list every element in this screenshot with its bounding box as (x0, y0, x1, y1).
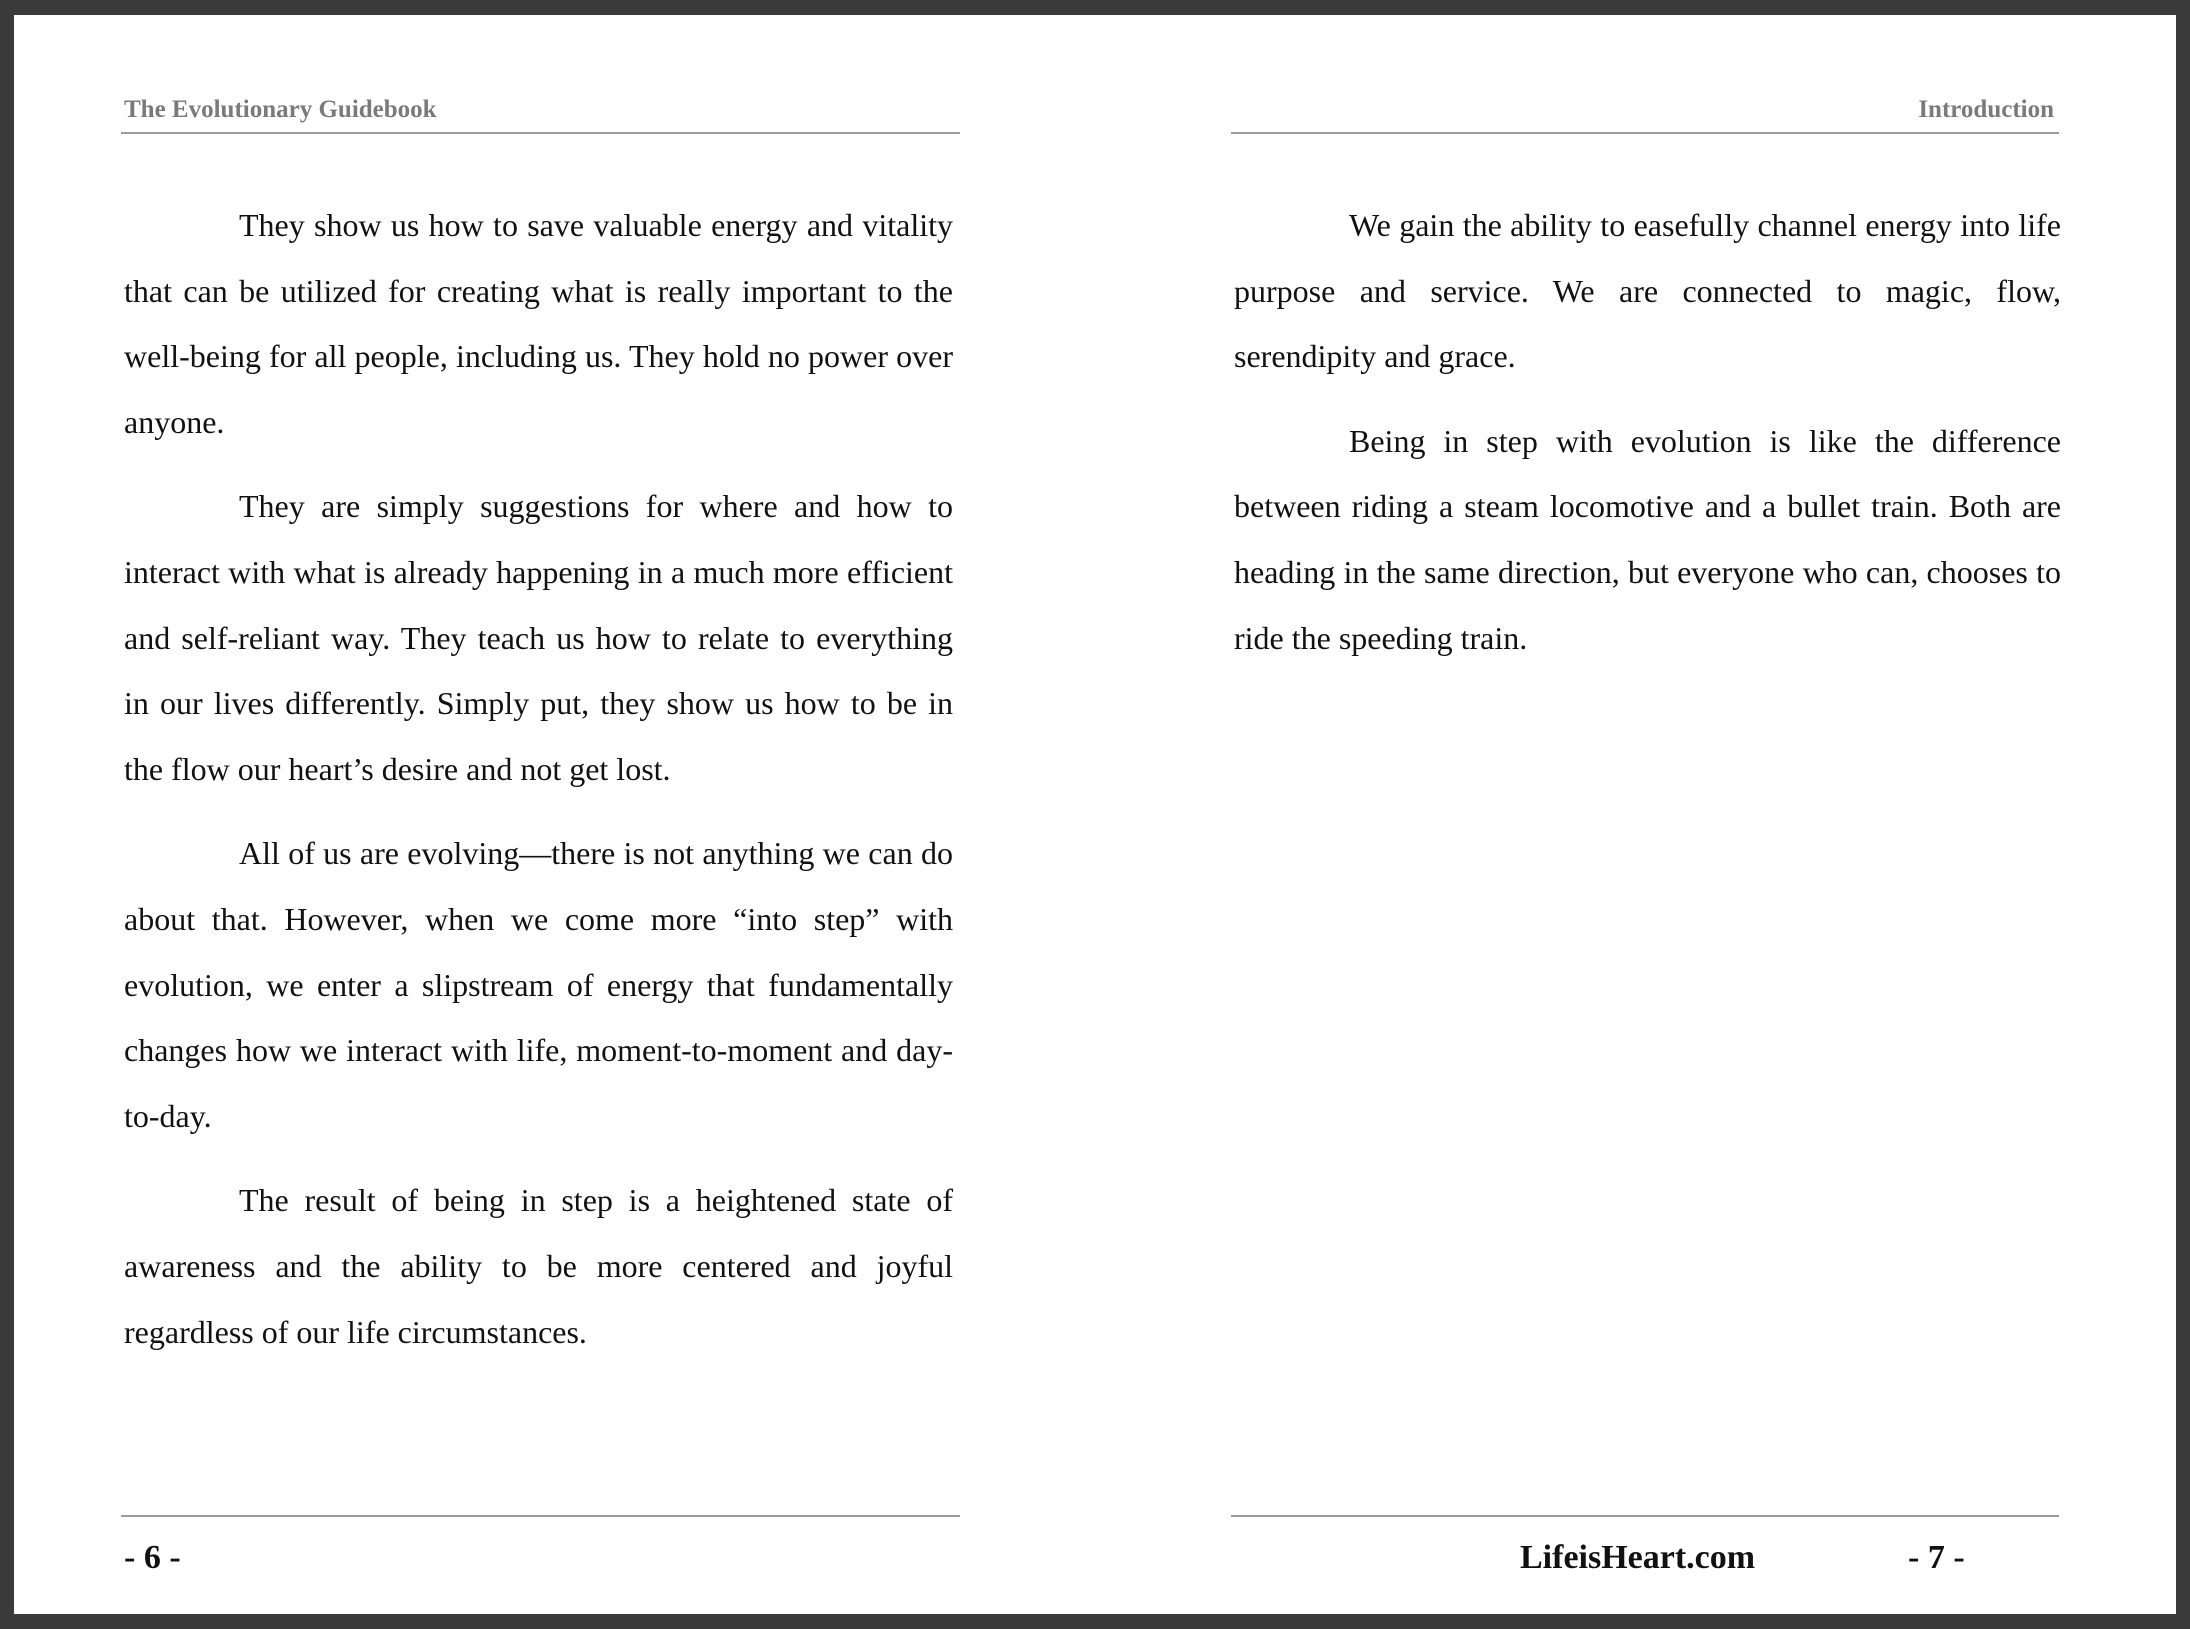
website-footer: LifeisHeart.com (1520, 1539, 1756, 1576)
left-running-header: The Evolutionary Guidebook (124, 96, 437, 123)
left-paragraph: They are simply suggestions for where and how to interact with what is already happening in a much more efficient and self-reliant way. They teach us how to relate to everything in our lives differently. Simply put, they show us how to be in the flow our heart’s desire and not get lost. (124, 488, 953, 787)
right-footer-rule (1231, 1515, 2059, 1517)
right-paragraph: We gain the ability to easefully channel energy into life purpose and service. We are connected to magic, flow, serendipity and grace. (1234, 207, 2061, 375)
left-paragraph: They show us how to save valuable energy and vitality that can be utilized for creating what is really important to the well-being for all people, including us. They hold no power over anyone. (124, 207, 953, 440)
right-paragraph: Being in step with evolution is like the difference between riding a steam locomotive and a bullet train. Both are heading in the same direction, but everyone who can, chooses to ride the speeding train. (1234, 422, 2061, 656)
left-paragraph: The result of being in step is a heightened state of awareness and the ability to be more centered and joyful regardless of our life circumstances. (124, 1182, 953, 1350)
right-page-number: - 7 - (1908, 1539, 1965, 1576)
left-page-number: - 6 - (124, 1539, 181, 1576)
document-spread (14, 15, 2176, 1614)
left-footer-rule (121, 1515, 960, 1517)
left-page-body (124, 193, 953, 1384)
left-paragraph: All of us are evolving—there is not anything we can do about that. However, when we come more “into step” with evolution, we enter a slipstream of energy that fundamentally changes how we interact with life, moment-to-moment and day-to-day. (124, 835, 953, 1134)
right-running-header: Introduction (1918, 96, 2054, 123)
right-page-body (1234, 193, 2061, 690)
left-header-rule (121, 132, 960, 134)
right-header-rule (1231, 132, 2059, 134)
